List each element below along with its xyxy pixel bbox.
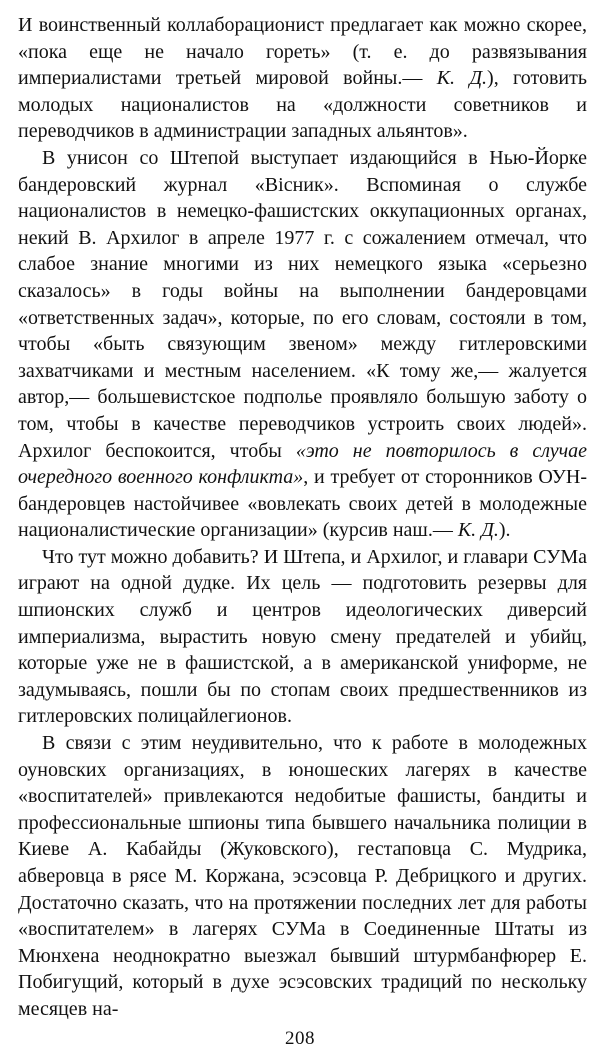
- page-number: 208: [285, 1028, 315, 1049]
- italic-text: К. Д.: [457, 519, 499, 542]
- paragraph: [18, 12, 587, 145]
- text-body: [18, 12, 587, 1023]
- text-segment: Что тут можно добавить? И Штепа, и Архилог, и главари СУМа играют на одной дудке. Их цель — подготовить резервы для шпионских служб и центров идеологических диверсий империализма, вырастить новую смену предателей и убийц, которые уже не в фашистской, а в американской униформе, не задумываясь, пошли бы по стопам своих предшественников из гитлеровских полицайлегионов.: [18, 545, 587, 728]
- text-segment: В унисон со Штепой выступает издающийся в Нью-Йорке бандеровский журнал «Вісник». Вспоминая о службе националистов в немецко-фашистских оккупационных органах, некий В. Архилог в апреле 1977 г. с сожалением отмечал, что слабое знание многими из них немецкого языка «серьезно сказалось» в годы войны на выполнении бандеровцами «ответственных задач», которые, по его словам, состояли в том, чтобы «быть связующим звеном» между гитлеровскими захватчиками и местным населением. «К тому же,— жалуется автор,— большевистское подполье проявляло большую заботу о том, чтобы в качестве переводчиков устроить своих людей». Архилог беспокоится, чтобы: [18, 146, 587, 462]
- italic-text: К. Д.: [436, 67, 488, 90]
- text-segment: ), готовить молодых националистов на «должности советников и переводчиков в администрации западных альянтов».: [18, 67, 587, 143]
- paragraph: [18, 730, 587, 1023]
- text-segment: , и требует от сторонников ОУН-бандеровцев настойчивее «вовлекать своих детей в молодежные националистические организации» (курсив наш.—: [18, 466, 588, 542]
- paragraph: [18, 544, 587, 730]
- italic-text: «это не повторилось в случае очередного военного конфликта»: [18, 439, 587, 489]
- text-segment: ).: [498, 519, 511, 542]
- paragraph: [18, 145, 587, 544]
- text-segment: И воинственный коллаборационист предлагает как можно скорее, «пока еще не начало гореть» (т. е. до развязывания империалистами третьей мировой войны.—: [18, 14, 587, 90]
- text-segment: В связи с этим неудивительно, что к работе в молодежных оуновских организациях, в юношеских лагерях в качестве «воспитателей» привлекаются недобитые фашисты, бандиты и профессиональные шпионы типа бывшего начальника полиции в Киеве А. Кабайды (Жуковского), гестаповца С. Мудрика, абверовца в рясе М. Коржана, эсэсовца Р. Дебрицкого и других. Достаточно сказать, что на протяжении последних лет для работы «воспитателем» в лагерях СУМа в Соединенные Штаты из Мюнхена неоднократно выезжал бывший штурмбанфюрер Е. Побигущий, который в духе эсэсовских традиций по нескольку месяцев на-: [18, 732, 587, 1020]
